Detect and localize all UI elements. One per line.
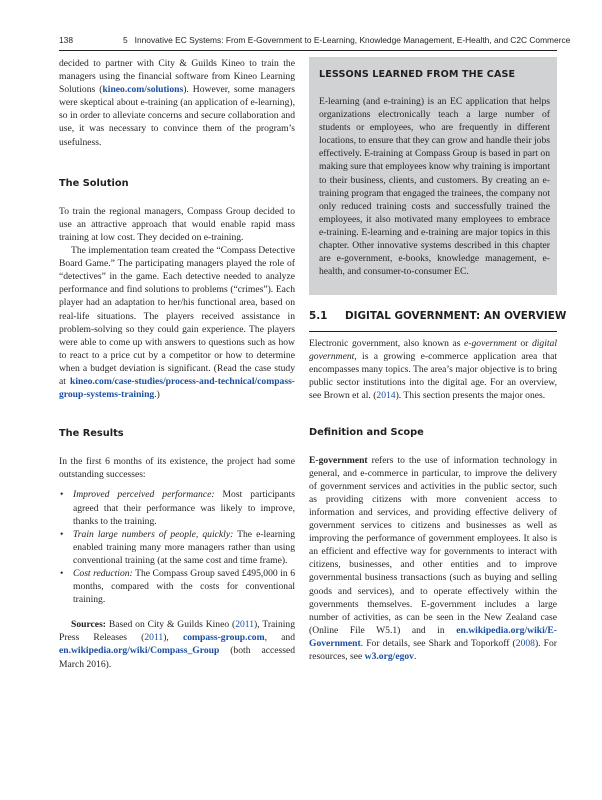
section-heading [309,310,567,324]
citation-link[interactable]: 2011 [144,632,164,644]
section-title: DIGITAL GOVERNMENT: AN OVERVIEW [345,310,567,322]
results-intro: In the first 6 months of its existence, the project had some outstanding successes: [59,456,295,481]
solution-paragraph-2: The implementation team created the “Compass Detective Board Game.” The participating managers played the role of “detectives” in the game. Each detective needed to analyze performance and find solutions to problems (“crimes”). Each player had an adaptation to her/his functional area, based on real-life situations. The players received assistance in problem-solving so they could gain experience. The players were able to come up with answers to questions such as how to react to a price cut by a competitor or how to determine when a budget deviation is significant. (Read the case study at kineo.com/case-studies/process-and-technical/compass-group-systems-training.) [59,245,295,401]
page-number: 138 [59,35,73,45]
wikipedia-egov-link[interactable]: en.wikipedia.org/wiki/E-Government [309,624,557,649]
results-heading: The Results [59,428,124,440]
definition-paragraph: E-government refers to the use of information technology in general, and e-commerce in particular, to improve the delivery of government services and activities in the public sector, such as providing citizens with more convenient access to information and services, and providing effective delivery of government services to citizens and businesses as well as improving the performance of government employees. It also is an efficient and effective way for governments to interact with citizens, businesses, and other entities and to improve governmental business transactions (such as buying and selling goods and services), and to operate effectively within the governments themselves. E-government includes a large number of activities, as can be seen in the New Zealand case (Online File W5.1) and in en.wikipedia.org/wiki/E-Government. For details, see Shark and Toporkoff (2008). For resources, see w3.org/egov. [309,454,557,662]
citation-link[interactable]: 2011 [235,619,255,631]
kineo-solutions-link[interactable]: kineo.com/solutions [102,84,184,96]
right-column [309,337,557,663]
header-rule [59,50,557,51]
list-item: • Improved perceived performance: Most participants agreed that their performance was likely to improve, thanks to the training. [59,488,295,527]
list-item: • Train large numbers of people, quickly: The e-learning enabled training many more managers rather than using conventional training (at the same cost and time frame). [59,528,295,567]
intro-paragraph: decided to partner with City & Guilds Kineo to train the managers using the financial software from Kineo Learning Solutions (kineo.com/solutions). However, some managers were skeptical about e-training (an application of e-learning), so in order to alleviate concerns and secure collaboration and use, it was necessary to convince them of the program’s usefulness. [59,58,295,148]
sources-paragraph: Sources: Based on City & Guilds Kineo (2011), Training Press Releases (2011), compass-group.com, and en.wikipedia.org/wiki/Compass_Group (both accessed March 2016). [59,619,296,670]
solution-paragraph-1: To train the regional managers, Compass Group decided to use an attractive approach that would enable rapid mass training at low cost. They decided on e-training. [59,205,295,243]
section-number: 5.1 [309,310,328,322]
lessons-box-title: LESSONS LEARNED FROM THE CASE [319,69,516,80]
definition-heading: Definition and Scope [309,427,424,439]
section-rule [309,331,557,332]
list-item: • Cost reduction: The Compass Group saved £495,000 in 6 months, compared with the costs for conventional training. [59,567,295,606]
defined-term: E-government [309,454,368,466]
running-header [59,35,571,47]
solution-heading: The Solution [59,177,129,189]
lessons-learned-box [309,57,557,295]
lessons-box-text: E-learning (and e-training) is an EC application that helps organizations electronically teach a large number of students or employees, who are frequently in different locations, to ensure that they can grow and handle their jobs effectively. E-training at Compass Group is based in part on making sure that employees know why training is important to their business, clients, and customers. By creating an e-training program that engaged the trainees, the company not only reduced training costs and successfully trained the employees, it also motivated many employees to embrace e-training. E-learning and e-training are major topics in this chapter. Other innovative systems described in this chapter are e-government, e-books, knowledge management, e-health, and consumer-to-consumer EC. [319,96,550,278]
wikipedia-compass-link[interactable]: en.wikipedia.org/wiki/Compass_Group [59,645,220,657]
overview-paragraph: Electronic government, also known as e-government or digital government, is a growing e-commerce application area that encompasses many topics. The area’s major objective is to bring public sector institutions into the digital age. For an overview, see Brown et al. (2014). This section presents the major ones. [309,338,557,402]
w3-egov-link[interactable]: w3.org/egov [364,650,414,662]
results-list [59,488,295,606]
compass-group-link[interactable]: compass-group.com [182,632,265,644]
citation-link[interactable]: 2008 [515,637,535,649]
case-study-link[interactable]: kineo.com/case-studies/process-and-technical/compass-group-systems-training [59,375,295,401]
citation-link[interactable]: 2014 [376,390,396,402]
running-title: 5 Innovative EC Systems: From E-Government to E-Learning, Knowledge Management, E-Health, and C2C Commerce [123,35,571,45]
left-column [59,57,295,671]
